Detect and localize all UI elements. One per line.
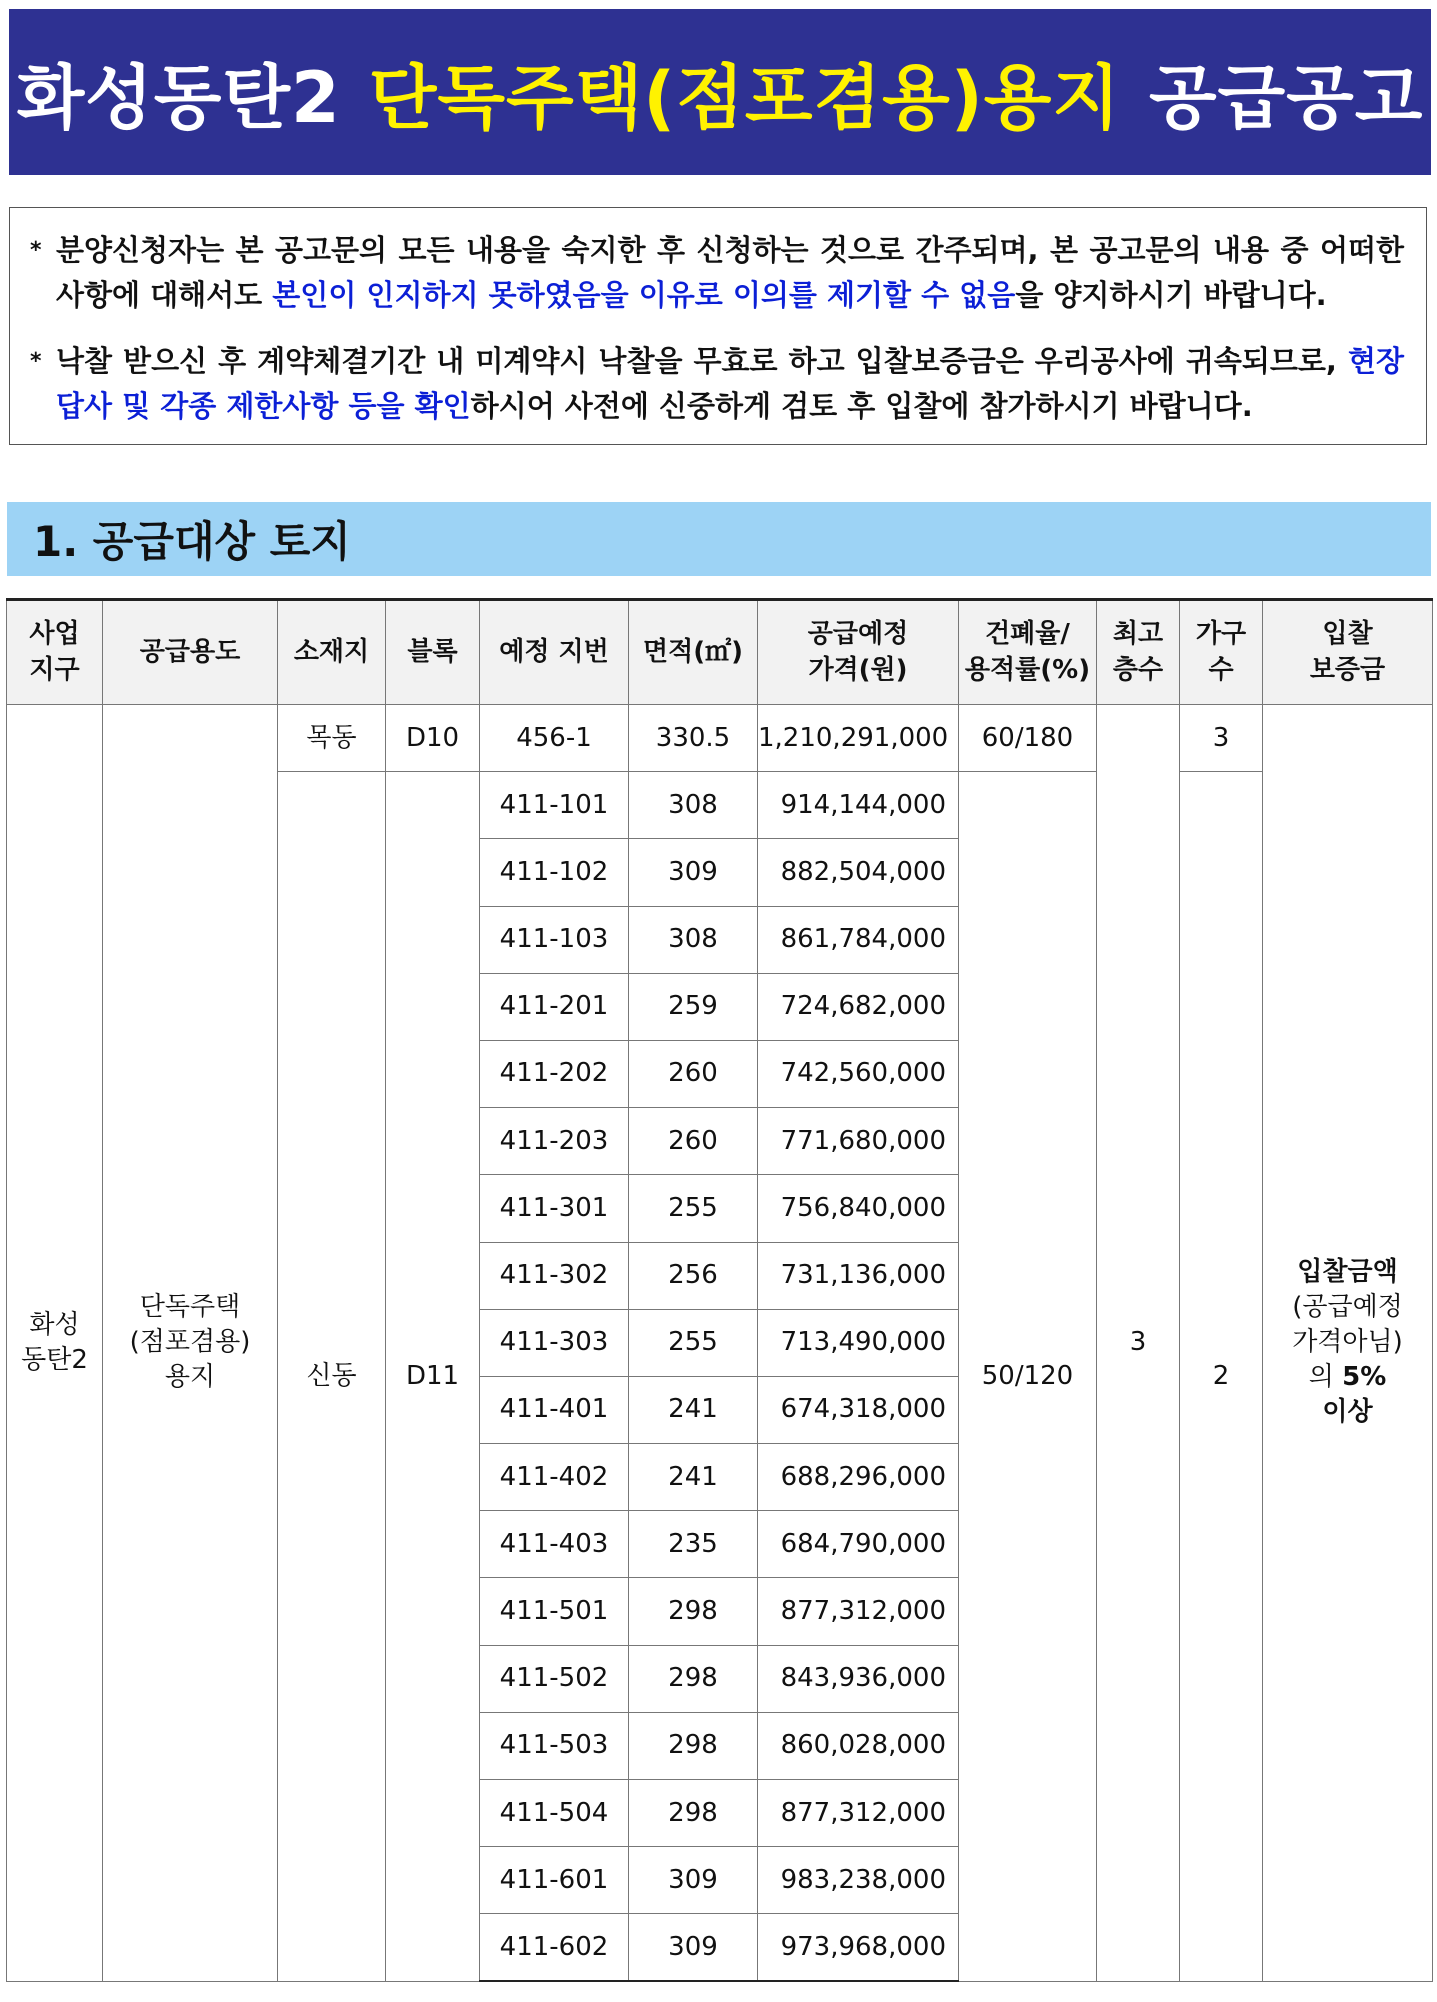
asterisk-icon: * — [30, 349, 42, 374]
price-cell: 724,682,000 — [758, 973, 959, 1040]
header-households: 가구 수 — [1180, 600, 1263, 705]
price-cell: 731,136,000 — [758, 1242, 959, 1309]
notice-highlight-1: 본인이 인지하지 못하였음을 이유로 이의를 제기할 수 없음 — [272, 278, 1016, 312]
price-cell: 877,312,000 — [758, 1780, 959, 1847]
lot-cell: 411-403 — [480, 1511, 629, 1578]
lot-cell: 411-601 — [480, 1847, 629, 1914]
area-cell: 309 — [629, 1847, 758, 1914]
title-part-land-type: 단독주택(점포겸용)용지 — [368, 56, 1121, 139]
lot-cell: 411-503 — [480, 1712, 629, 1779]
price-cell: 860,028,000 — [758, 1712, 959, 1779]
area-cell: 298 — [629, 1578, 758, 1645]
supply-land-table — [6, 598, 1432, 1982]
area-cell: 298 — [629, 1712, 758, 1779]
lot-cell: 411-202 — [480, 1040, 629, 1107]
location-cell: 목동 — [278, 705, 386, 772]
lot-cell: 411-302 — [480, 1242, 629, 1309]
lot-cell: 411-504 — [480, 1780, 629, 1847]
block-cell: D10 — [386, 705, 480, 772]
lot-cell: 411-502 — [480, 1645, 629, 1712]
area-cell: 309 — [629, 839, 758, 906]
lot-cell: 411-501 — [480, 1578, 629, 1645]
lot-cell: 411-401 — [480, 1376, 629, 1443]
lot-cell: 411-102 — [480, 839, 629, 906]
area-cell: 235 — [629, 1511, 758, 1578]
use-cell: 단독주택 (점포겸용) 용지 — [103, 705, 278, 1982]
price-cell: 861,784,000 — [758, 906, 959, 973]
area-cell: 260 — [629, 1108, 758, 1175]
notice-item-2: * 낙찰 받으신 후 계약체결기간 내 미계약시 낙찰을 무효로 하고 입찰보증금은 우리공사에 귀속되므로, 현장답사 및 각종 제한사항 등을 확인하시어 사전에 신중하게 검토 후 입찰에 참가하시기 바랍니다. — [26, 339, 1404, 429]
price-cell: 914,144,000 — [758, 772, 959, 839]
area-cell: 256 — [629, 1242, 758, 1309]
header-price: 공급예정 가격(원) — [758, 600, 959, 705]
ratio-cell: 50/120 — [959, 772, 1097, 1981]
lot-cell: 411-602 — [480, 1914, 629, 1981]
lot-cell: 411-303 — [480, 1309, 629, 1376]
price-cell: 688,296,000 — [758, 1444, 959, 1511]
block-cell: D11 — [386, 772, 480, 1981]
ratio-cell: 60/180 — [959, 705, 1097, 772]
page-title — [9, 9, 1431, 175]
table-header-row — [7, 600, 1433, 705]
area-cell: 259 — [629, 973, 758, 1040]
header-use: 공급용도 — [103, 600, 278, 705]
district-cell: 화성 동탄2 — [7, 705, 103, 1982]
title-part-announcement: 공급공고 — [1148, 56, 1424, 139]
area-cell: 308 — [629, 906, 758, 973]
area-cell: 260 — [629, 1040, 758, 1107]
price-cell: 973,968,000 — [758, 1914, 959, 1981]
area-cell: 255 — [629, 1175, 758, 1242]
area-cell: 241 — [629, 1376, 758, 1443]
area-cell: 309 — [629, 1914, 758, 1981]
lot-cell: 411-101 — [480, 772, 629, 839]
lot-cell: 411-201 — [480, 973, 629, 1040]
price-cell: 882,504,000 — [758, 839, 959, 906]
area-cell: 298 — [629, 1645, 758, 1712]
price-cell: 684,790,000 — [758, 1511, 959, 1578]
header-lot: 예정 지번 — [480, 600, 629, 705]
lot-cell: 411-203 — [480, 1108, 629, 1175]
price-cell: 756,840,000 — [758, 1175, 959, 1242]
table-row — [7, 705, 1433, 772]
notice-box — [9, 207, 1427, 445]
lot-cell: 411-103 — [480, 906, 629, 973]
area-cell: 298 — [629, 1780, 758, 1847]
price-cell: 742,560,000 — [758, 1040, 959, 1107]
header-area: 면적(㎡) — [629, 600, 758, 705]
deposit-cell: 입찰금액 (공급예정 가격아님) 의 5% 이상 — [1263, 705, 1433, 1982]
header-deposit: 입찰 보증금 — [1263, 600, 1433, 705]
price-cell: 713,490,000 — [758, 1309, 959, 1376]
floors-cell: 3 — [1097, 705, 1180, 1982]
price-cell: 877,312,000 — [758, 1578, 959, 1645]
households-cell: 3 — [1180, 705, 1263, 772]
price-cell: 843,936,000 — [758, 1645, 959, 1712]
lot-cell: 411-301 — [480, 1175, 629, 1242]
area-cell: 241 — [629, 1444, 758, 1511]
header-block: 블록 — [386, 600, 480, 705]
section-heading: 1. 공급대상 토지 — [7, 502, 1431, 576]
area-cell: 255 — [629, 1309, 758, 1376]
area-cell: 330.5 — [629, 705, 758, 772]
notice-item-1: * 분양신청자는 본 공고문의 모든 내용을 숙지한 후 신청하는 것으로 간주되며, 본 공고문의 내용 중 어떠한 사항에 대해서도 본인이 인지하지 못하였음을 이유로 이의를 제기할 수 없음을 양지하시기 바랍니다. — [26, 228, 1404, 318]
header-ratio: 건폐율/ 용적률(%) — [959, 600, 1097, 705]
price-cell: 674,318,000 — [758, 1376, 959, 1443]
location-cell: 신동 — [278, 772, 386, 1981]
asterisk-icon: * — [30, 238, 42, 263]
header-floors: 최고 층수 — [1097, 600, 1180, 705]
header-location: 소재지 — [278, 600, 386, 705]
price-cell: 983,238,000 — [758, 1847, 959, 1914]
area-cell: 308 — [629, 772, 758, 839]
lot-cell: 456-1 — [480, 705, 629, 772]
header-district: 사업 지구 — [7, 600, 103, 705]
households-cell: 2 — [1180, 772, 1263, 1981]
price-cell: 771,680,000 — [758, 1108, 959, 1175]
title-part-district: 화성동탄2 — [16, 56, 341, 139]
lot-cell: 411-402 — [480, 1444, 629, 1511]
notice-highlight-2: 현장답사 및 각종 제한사항 등을 확인 — [56, 344, 1404, 423]
price-cell: 1,210,291,000 — [758, 705, 959, 772]
